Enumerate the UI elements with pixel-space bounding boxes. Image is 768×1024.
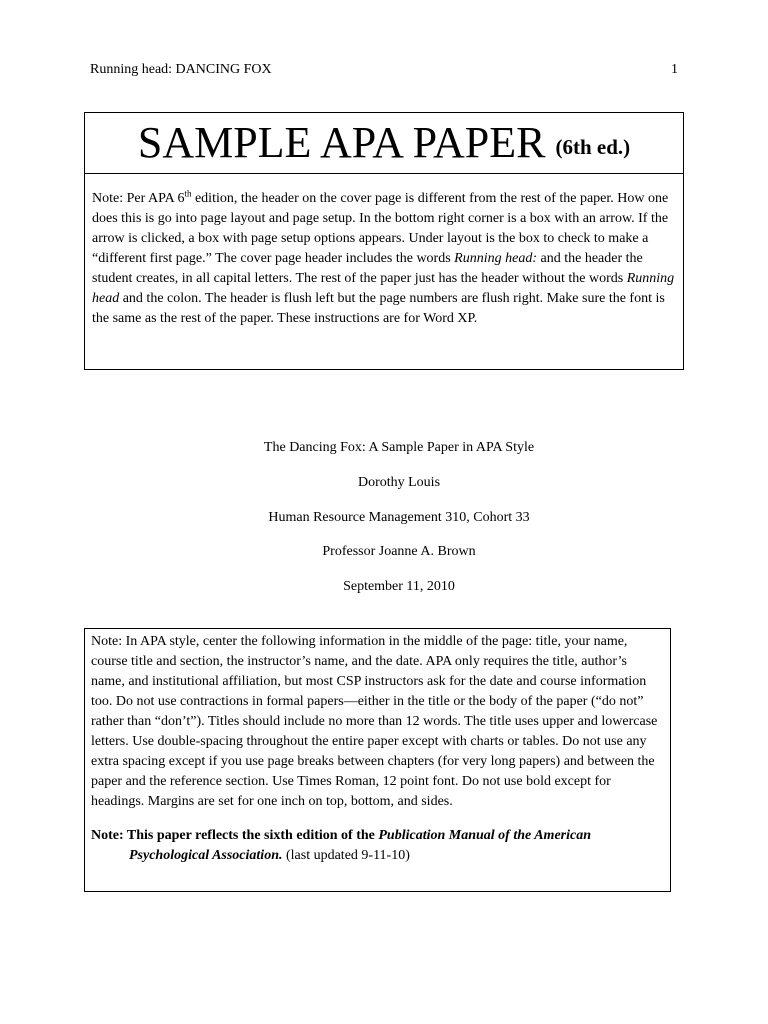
note-italic-running-head: Running head: (454, 251, 537, 266)
cover-course: Human Resource Management 310, Cohort 33 (268, 510, 530, 525)
note-text-1: Note: Per APA 6 (92, 191, 185, 206)
note-superscript: th (184, 188, 192, 199)
running-head: Running head: DANCING FOX (90, 62, 272, 77)
note-italic-running-head-2: Running head (92, 271, 675, 306)
cover-instructor: Professor Joanne A. Brown (322, 544, 476, 559)
edition-note (91, 826, 664, 866)
apa-style-note-body: Note: In APA style, center the following information in the middle of the page: title, your name, course title and section, the instructor’s name, and the date. APA only requires the title, author’s name, and institutional affiliation, but most CSP instructors ask for the date and course information too. Do not use contractions in formal papers—either in the title or the body of the paper (“do not” rather than “don’t”). Titles should include no more than 12 words. The title uses upper and lowercase letters. Use double-spacing throughout the entire paper except with charts or tables. Do not use any extra spacing except if you use page breaks between chapters (for very long papers) and between the paper and the reference section. Use Times Roman, 12 point font. Do not use bold except for headings. Margins are set for one inch on top, bottom, and sides. (91, 634, 658, 809)
title-box (84, 112, 684, 370)
cover-date: September 11, 2010 (343, 579, 455, 594)
edition-note-bold: Note: This paper reflects the sixth edition of the (91, 828, 379, 843)
page-number: 1 (671, 62, 678, 77)
paper-title: SAMPLE APA PAPER (137, 118, 546, 167)
note-text-4: and the colon. The header is flush left but the page numbers are flush right. Make sure the font is the same as the rest of the paper. These instructions are for Word XP. (92, 291, 665, 326)
note-text-3: and the header the student creates, in all capital letters. The rest of the paper just has the header without the words (92, 251, 643, 286)
header-instructions-note (85, 174, 683, 329)
title-row (85, 113, 683, 174)
note-text-2: edition, the header on the cover page is different from the rest of the paper. How one does this is go into page layout and page setup. In the bottom right corner is a box with an arrow. If the arrow is clicked, a box with page setup options appears. Under layout is the box to check to make a “different first page.” The cover page header includes the words (92, 191, 669, 266)
edition-note-italic: Publication Manual of the American Psychological Association. (129, 828, 591, 863)
cover-author: Dorothy Louis (357, 475, 441, 490)
edition-label: (6th ed.) (555, 134, 631, 159)
edition-note-date: (last updated 9-11-10) (282, 848, 410, 863)
apa-style-note (84, 628, 671, 892)
cover-title: The Dancing Fox: A Sample Paper in APA Style (263, 440, 535, 455)
